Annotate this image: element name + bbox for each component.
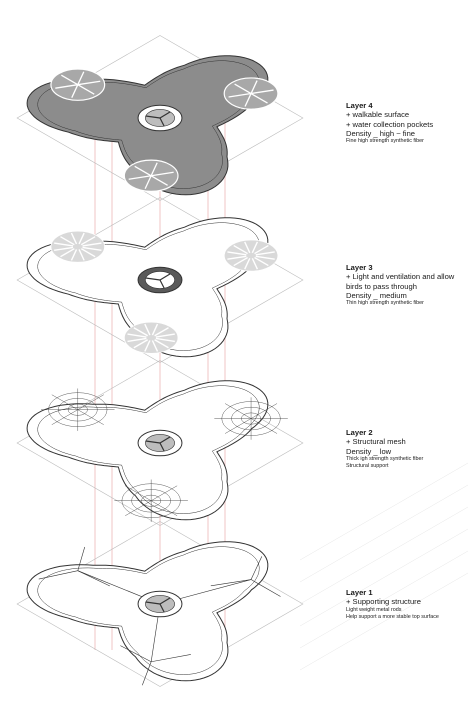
- layer-3-line-1: + Light and ventilation and allow: [346, 272, 455, 282]
- layer-3-line-2: birds to pass through: [346, 281, 417, 291]
- layer-4-line-3: Density _ high ~ fine: [346, 128, 416, 138]
- layer-2-note-2: Structural support: [346, 463, 389, 470]
- grid-line: [300, 463, 468, 560]
- layer-1-note-2: Help support a more stable top surface: [346, 613, 439, 620]
- lobe-vent: [51, 231, 105, 262]
- layer-1-title: Layer 1: [346, 588, 373, 597]
- grid-line: [300, 485, 468, 582]
- layer-4-drawing: [17, 36, 303, 201]
- layer-4-title: Layer 4: [346, 101, 373, 110]
- layer-2-label: [346, 428, 464, 470]
- support-rod: [251, 580, 280, 597]
- layer-4-note-1: Fine high strength synthetic fiber: [346, 138, 424, 144]
- lobe-vent: [224, 240, 278, 271]
- layer-1-label: [346, 588, 464, 621]
- lobe-vent: [124, 322, 178, 353]
- layer-1-line-1: + Supporting structure: [346, 597, 421, 607]
- layer-2-note-1: Thick igh strength synthetic fiber: [346, 455, 424, 462]
- layer-3-label: [346, 263, 464, 307]
- layer-4-label: [346, 101, 464, 145]
- layer-2-title: Layer 2: [346, 428, 373, 437]
- layer-4-line-1: + walkable surface: [346, 110, 410, 120]
- layer-4-line-2: + water collection pockets: [346, 119, 434, 129]
- layer-3-title: Layer 3: [346, 263, 373, 272]
- layer-2-line-1: + Structural mesh: [346, 437, 406, 447]
- layer-2-line-2: Density _ low: [346, 446, 392, 456]
- layer-3-line-3: Density _ medium: [346, 290, 407, 300]
- layer-3-note-1: Thin high strength synthetic fiber: [346, 300, 424, 306]
- layer-1-note-1: Light weight metal rods: [346, 606, 402, 613]
- layer-planes: [300, 463, 468, 670]
